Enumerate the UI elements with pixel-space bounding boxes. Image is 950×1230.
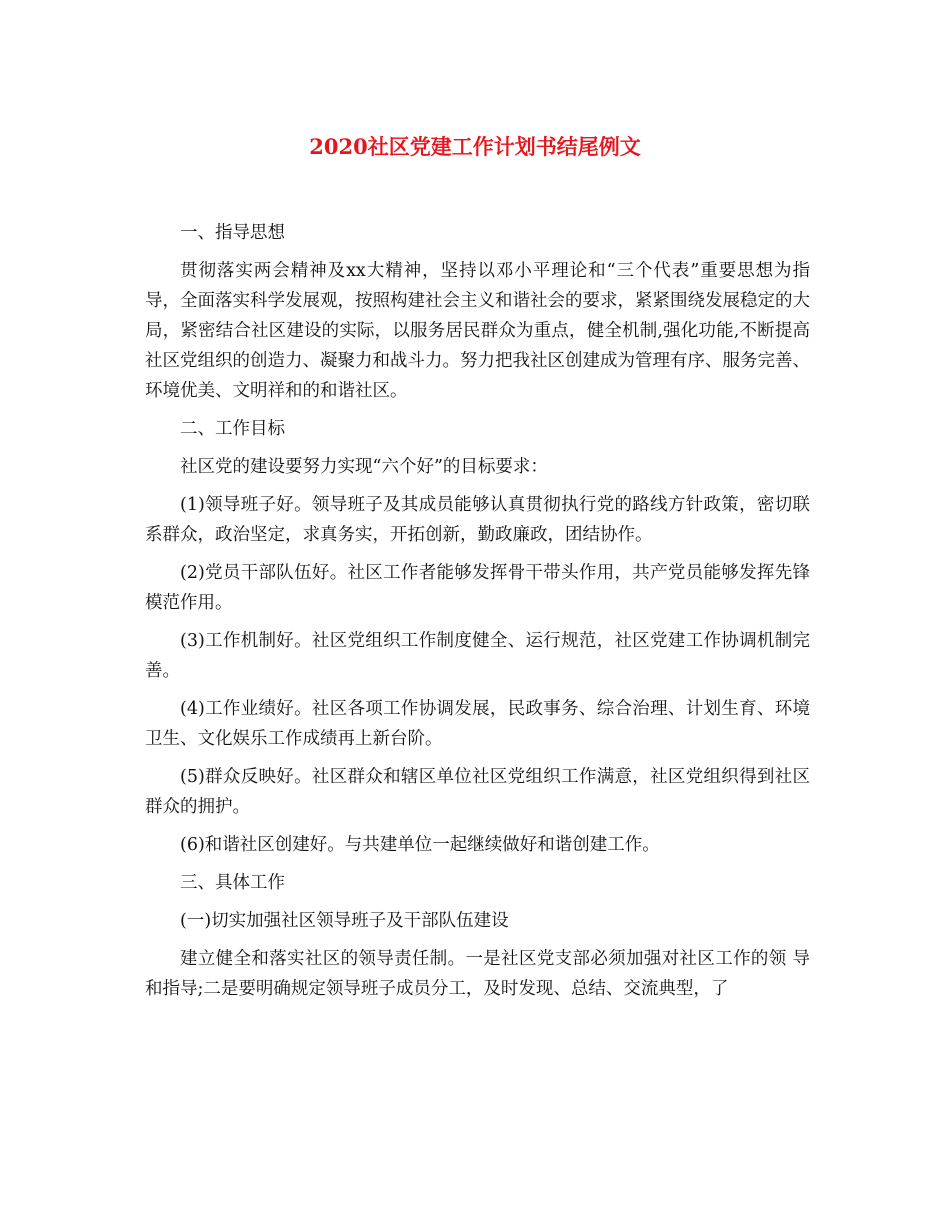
section-heading-guiding-ideology: 一、指导思想: [180, 223, 285, 243]
goal-item-3: (3)工作机制好。社区党组织工作制度健全、运行规范，社区党建工作协调机制完善。: [145, 631, 810, 681]
goal-item-4: (4)工作业绩好。社区各项工作协调发展，民政事务、综合治理、计划生育、环境卫生、文化娱乐工作成绩再上新台阶。: [145, 699, 810, 749]
paragraph-guiding-ideology: 贯彻落实两会精神及xx大精神，坚持以邓小平理论和“三个代表”重要思想为指导，全面落实科学发展观，按照构建社会主义和谐社会的要求，紧紧围绕发展稳定的大局，紧密结合社区建设的实际，以服务居民群众为重点，健全机制,强化功能,不断提高社区党组织的创造力、凝聚力和战斗力。努力把我社区创建成为管理有序、服务完善、环境优美、文明祥和的和谐社区。: [145, 261, 810, 401]
paragraph-goals-intro: 社区党的建设要努力实现“六个好”的目标要求：: [180, 457, 548, 477]
paragraph-leadership: 建立健全和落实社区的领导责任制。一是社区党支部必须加强对社区工作的领 导和指导;二是要明确规定领导班子成员分工，及时发现、总结、交流典型，了: [145, 949, 810, 999]
section-heading-work-goals: 二、工作目标: [180, 419, 285, 439]
document-title: 2020社区党建工作计划书结尾例文: [309, 134, 641, 159]
goal-item-6: (6)和谐社区创建好。与共建单位一起继续做好和谐创建工作。: [180, 835, 660, 855]
subsection-heading-leadership: (一)切实加强社区领导班子及干部队伍建设: [180, 911, 509, 931]
document-body: [145, 218, 810, 1012]
goal-item-1: (1)领导班子好。领导班子及其成员能够认真贯彻执行党的路线方针政策，密切联系群众，政治坚定，求真务实，开拓创新，勤政廉政，团结协作。: [145, 495, 810, 545]
goal-item-5: (5)群众反映好。社区群众和辖区单位社区党组织工作满意，社区党组织得到社区群众的拥护。: [145, 767, 810, 817]
section-heading-specific-work: 三、具体工作: [180, 873, 285, 893]
goal-item-2: (2)党员干部队伍好。社区工作者能够发挥骨干带头作用，共产党员能够发挥先锋模范作用。: [145, 563, 810, 613]
